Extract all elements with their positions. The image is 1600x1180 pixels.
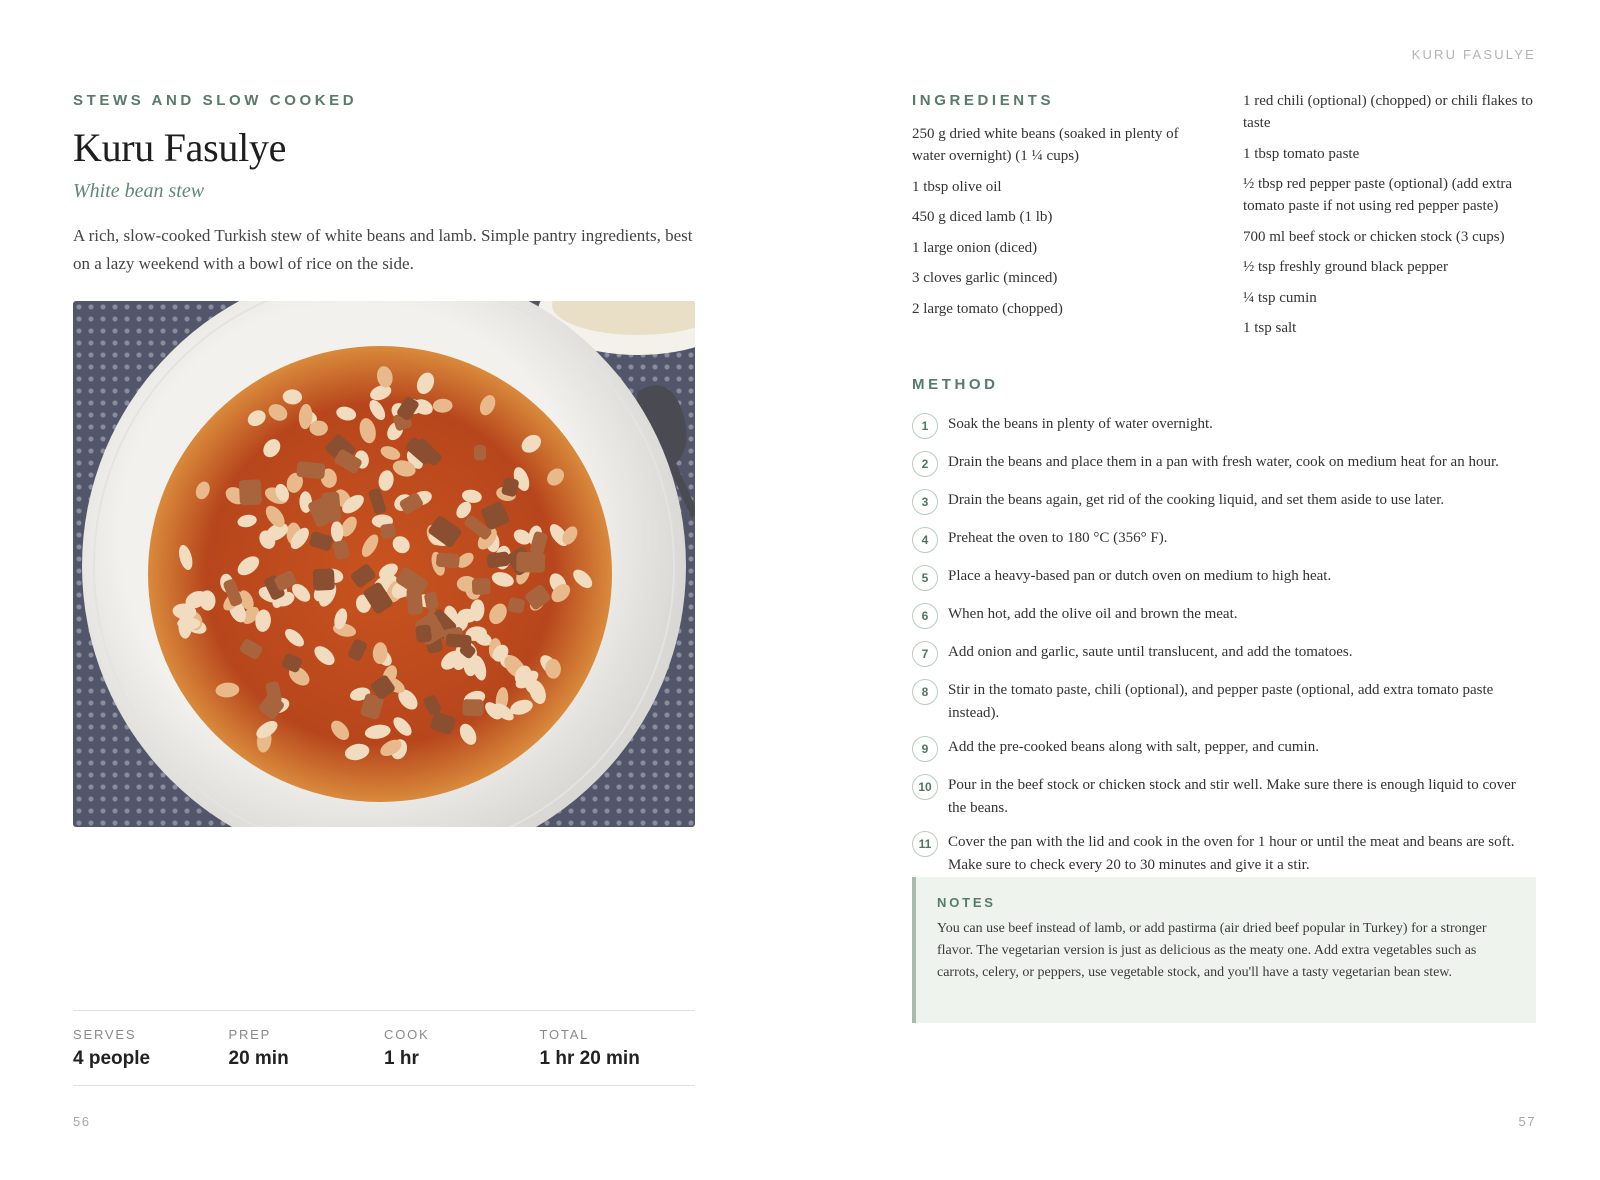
step-number: 7 (912, 641, 938, 667)
stat-label: PREP (228, 1027, 272, 1042)
step-text: Soak the beans in plenty of water overnight. (948, 416, 1213, 432)
recipe-stats (73, 1010, 695, 1086)
step-text: Add onion and garlic, saute until translucent, and add the tomatoes. (948, 644, 1353, 660)
bean-stew-photo (73, 301, 695, 827)
meat-piece (239, 479, 262, 505)
ingredient-item: 700 ml beef stock or chicken stock (3 cups) (1243, 228, 1505, 245)
meat-piece (516, 552, 545, 573)
step-number: 2 (912, 451, 938, 477)
step-text: Drain the beans again, get rid of the cooking liquid, and set them aside to use later. (948, 492, 1445, 508)
meat-piece (472, 578, 491, 595)
method-step (912, 451, 1536, 477)
step-number: 3 (912, 489, 938, 515)
step-text: Stir in the tomato paste, chili (optional), and pepper paste (optional, add extra tomato paste instead). (948, 682, 1494, 721)
recipe-subtitle: White bean stew (73, 180, 205, 202)
method-steps (912, 413, 1536, 876)
method-step (912, 736, 1536, 762)
step-number: 1 (912, 413, 938, 439)
ingredient-item: 1 tsp salt (1243, 320, 1297, 336)
page-number-left: 56 (73, 1114, 91, 1129)
ingredients-list-right (1243, 90, 1536, 348)
meat-piece (474, 445, 486, 461)
meat-piece (415, 624, 432, 643)
step-number: 4 (912, 527, 938, 553)
stat-label: TOTAL (539, 1027, 590, 1042)
meat-piece (462, 699, 483, 716)
recipe-intro: A rich, slow-cooked Turkish stew of white beans and lamb. Simple pantry ingredients, best on a lazy weekend with a bowl of rice on the side. (73, 226, 693, 273)
step-text: Add the pre-cooked beans along with salt, pepper, and cumin. (948, 739, 1319, 755)
stat-label: SERVES (73, 1027, 137, 1042)
ingredient-item: 3 cloves garlic (minced) (912, 270, 1058, 286)
ingredient-item: 1 tbsp olive oil (912, 178, 1002, 195)
ingredient-item: ½ tsp freshly ground black pepper (1243, 259, 1448, 275)
step-text: Preheat the oven to 180 °C (356° F). (948, 530, 1168, 546)
meat-piece (380, 523, 397, 539)
method-step (912, 489, 1536, 515)
meat-piece (436, 552, 460, 568)
notes-heading: NOTES (937, 895, 996, 910)
method-step (912, 831, 1536, 876)
notes-box (912, 877, 1536, 1023)
stat-value: 4 people (73, 1048, 151, 1069)
ingredients-section (912, 92, 1536, 348)
ingredient-item: 450 g diced lamb (1 lb) (912, 209, 1053, 225)
method-step (912, 641, 1536, 667)
ingredients-left-column (912, 92, 1205, 348)
method-step (912, 565, 1536, 591)
step-number: 11 (912, 831, 938, 857)
step-number: 6 (912, 603, 938, 629)
stew-illustration (73, 301, 695, 827)
step-number: 8 (912, 679, 938, 705)
ingredients-list-left (912, 123, 1205, 320)
stat-label: COOK (384, 1027, 430, 1042)
stat-prep (229, 1011, 385, 1085)
ingredient-item: ½ tbsp red pepper paste (optional) (add extra tomato paste if not using red pepper paste) (1243, 176, 1513, 214)
meat-piece (313, 568, 335, 591)
stat-value: 1 hr 20 min (539, 1048, 640, 1069)
method-heading: METHOD (912, 376, 999, 393)
stat-value: 1 hr (384, 1048, 419, 1069)
recipe-title: Kuru Fasulye (73, 125, 287, 170)
step-text: Pour in the beef stock or chicken stock and stir well. Make sure there is enough liquid to cover the beans. (948, 777, 1516, 816)
step-number: 5 (912, 565, 938, 591)
right-page (800, 0, 1600, 1180)
ingredient-item: 1 red chili (optional) (chopped) or chili flakes to taste (1243, 93, 1533, 131)
step-text: Cover the pan with the lid and cook in the oven for 1 hour or until the meat and beans are soft. Make sure to check every 20 to 30 minutes and give it a stir. (948, 834, 1515, 873)
stat-cook (384, 1011, 540, 1085)
stat-total (540, 1011, 696, 1085)
stat-serves (73, 1011, 229, 1085)
step-text: Drain the beans and place them in a pan with fresh water, cook on medium heat for an hour. (948, 454, 1499, 470)
method-section (912, 376, 1536, 888)
chapter-label: STEWS AND SLOW COOKED (73, 92, 358, 109)
page-number-right: 57 (1518, 1114, 1536, 1129)
meat-piece (296, 461, 326, 480)
method-step (912, 603, 1536, 629)
ingredient-item: 1 tbsp tomato paste (1243, 145, 1360, 162)
ingredients-heading: INGREDIENTS (912, 92, 1055, 109)
method-step (912, 679, 1536, 724)
step-text: When hot, add the olive oil and brown the meat. (948, 606, 1238, 622)
method-step (912, 413, 1536, 439)
method-step (912, 774, 1536, 819)
ingredient-item: 2 large tomato (chopped) (912, 300, 1063, 317)
notes-text: You can use beef instead of lamb, or add pastirma (air dried beef popular in Turkey) for a stronger flavor. The vegetarian version is just as delicious as the meaty one. Add extra vegetables such as carrots, celery, or peppers, use vegetable stock, and you'll have a tasty vegetarian bean stew. (937, 921, 1487, 980)
ingredient-item: 250 g dried white beans (soaked in plenty of water overnight) (1 ¼ cups) (912, 126, 1179, 164)
step-number: 10 (912, 774, 938, 800)
ingredient-item: ¼ tsp cumin (1243, 289, 1317, 306)
running-head: KURU FASULYE (1411, 47, 1536, 62)
stat-value: 20 min (228, 1048, 289, 1069)
step-number: 9 (912, 736, 938, 762)
meat-piece (321, 491, 341, 522)
ingredient-item: 1 large onion (diced) (912, 239, 1038, 256)
method-step (912, 527, 1536, 553)
step-text: Place a heavy-based pan or dutch oven on medium to high heat. (948, 568, 1332, 584)
